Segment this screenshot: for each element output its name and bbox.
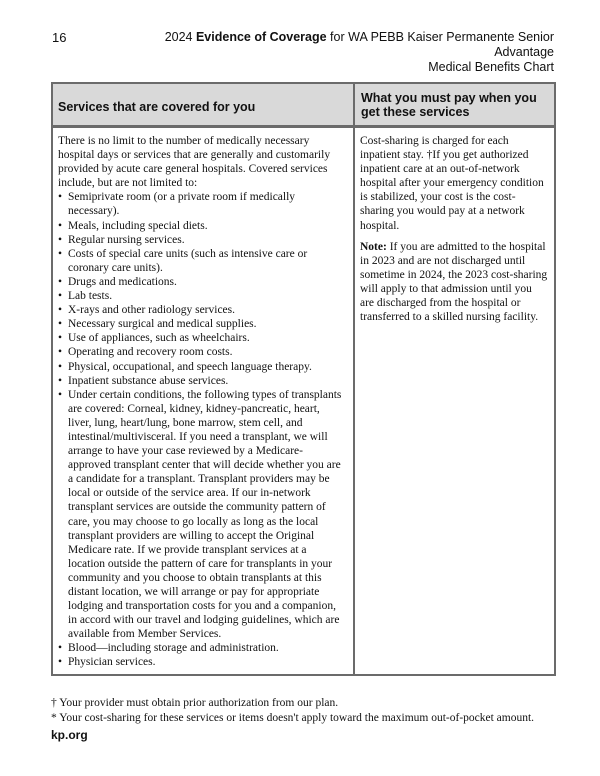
list-item — [58, 233, 345, 247]
list-item — [58, 219, 345, 233]
benefits-table — [51, 82, 556, 676]
services-column-header: Services that are covered for you — [53, 84, 355, 125]
payment-cell — [355, 128, 554, 674]
services-list — [58, 190, 345, 669]
list-item-text: Physician services. — [68, 656, 156, 669]
bullet-icon: • — [58, 656, 63, 669]
bullet-icon: • — [58, 332, 63, 345]
payment-note — [360, 240, 548, 325]
list-item-text: Lab tests. — [68, 290, 113, 303]
payment-text: Cost-sharing is charged for each inpatient stay. †If you get authorized inpatient care at an out-of-network hospital after your emergency condition is stabilized, your cost is the cost-sharing you would pay at a network hospital. — [360, 135, 544, 232]
services-intro: There is no limit to the number of medically necessary hospital days or services that are generally and customarily provided by acute care general hospitals. Covered services include, but are not limited to: — [58, 135, 331, 190]
list-item-text: Meals, including special diets. — [68, 219, 208, 232]
list-item — [58, 655, 345, 669]
title-bold: Evidence of Coverage — [195, 30, 327, 44]
bullet-icon: • — [58, 360, 63, 373]
footer-site: kp.org — [51, 728, 88, 742]
list-item — [58, 247, 345, 275]
list-item-text: Inpatient substance abuse services. — [68, 374, 229, 387]
list-item-text: Under certain conditions, the following types of transplants are covered: Corneal, kidney, kidney-pancreatic, heart, liver, lung, heart/lung, bone marrow, stem cell, and intestinal/multivisceral. If you need a transplant, we will arrange to have your case reviewed by a Medicare-approved transplant center that will decide whether you are a candidate for a transplant. Transplant providers may be local or outside of the service area. If our in-network transplant services are outside the community pattern of care, you may choose to go locally as long as the local transplant providers are willing to accept the Original Medicare rate. If we provide transplant services at a location outside the pattern of care for transplants in your community and you choose to obtain transplants at this distant location, we will arrange or pay for appropriate lodging and transportation costs for you and a companion, in accord with our travel and lodging guidelines, which are available from Member Services. — [68, 388, 342, 641]
footnote-cost-sharing: * Your cost-sharing for these services or items doesn't apply toward the maximum out-of-pocket amount. — [51, 711, 535, 724]
bullet-icon: • — [58, 219, 63, 232]
list-item — [58, 360, 345, 374]
bullet-icon: • — [58, 388, 63, 401]
list-item-text: X-rays and other radiology services. — [68, 304, 236, 317]
list-item — [58, 345, 345, 359]
bullet-icon: • — [58, 247, 63, 260]
page-number: 16 — [52, 30, 67, 45]
bullet-icon: • — [58, 233, 63, 246]
list-item-text: Physical, occupational, and speech language therapy. — [68, 360, 312, 373]
list-item-text: Blood—including storage and administration. — [68, 642, 279, 655]
note-label: Note: — [360, 240, 387, 253]
table-header-row — [53, 84, 554, 128]
list-item — [58, 275, 345, 289]
list-item — [58, 317, 345, 331]
bullet-icon: • — [58, 318, 63, 331]
bullet-icon: • — [58, 374, 63, 387]
list-item — [58, 303, 345, 317]
list-item — [58, 331, 345, 345]
list-item-text: Use of appliances, such as wheelchairs. — [68, 332, 250, 345]
payment-column-header: What you must pay when you get these services — [361, 90, 537, 119]
bullet-icon: • — [58, 304, 63, 317]
list-item — [58, 641, 345, 655]
list-item-text: Operating and recovery room costs. — [68, 346, 233, 359]
footnote-prior-authorization: † Your provider must obtain prior authorization from our plan. — [51, 697, 339, 709]
table-body-row — [53, 128, 554, 674]
bullet-icon: • — [58, 191, 63, 204]
list-item-text: Necessary surgical and medical supplies. — [68, 318, 257, 331]
header-subtitle: Medical Benefits Chart — [428, 60, 554, 74]
list-item — [58, 374, 345, 388]
bullet-icon: • — [58, 642, 63, 655]
services-cell — [53, 128, 355, 674]
list-item-text: Semiprivate room (or a private room if medically necessary). — [68, 191, 296, 218]
list-item — [58, 289, 345, 303]
bullet-icon: • — [58, 290, 63, 303]
list-item — [58, 190, 345, 218]
list-item-text: Drugs and medications. — [68, 275, 177, 288]
bullet-icon: • — [58, 346, 63, 359]
list-item-text: Costs of special care units (such as intensive care or coronary care units). — [68, 247, 308, 274]
list-item-text: Regular nursing services. — [68, 233, 185, 246]
bullet-icon: • — [58, 275, 63, 288]
note-text: If you are admitted to the hospital in 2023 and are not discharged until sometime in 2024, the 2023 cost-sharing will apply to that admission until you are discharged from the hospital or transferred to a skilled nursing facility. — [360, 240, 548, 324]
page-header-title — [114, 30, 554, 75]
title-prefix: 2024 — [164, 30, 196, 44]
footnotes — [51, 696, 534, 725]
title-suffix: for WA PEBB Kaiser Permanente Senior Advantage — [326, 30, 554, 59]
list-item — [58, 388, 345, 642]
